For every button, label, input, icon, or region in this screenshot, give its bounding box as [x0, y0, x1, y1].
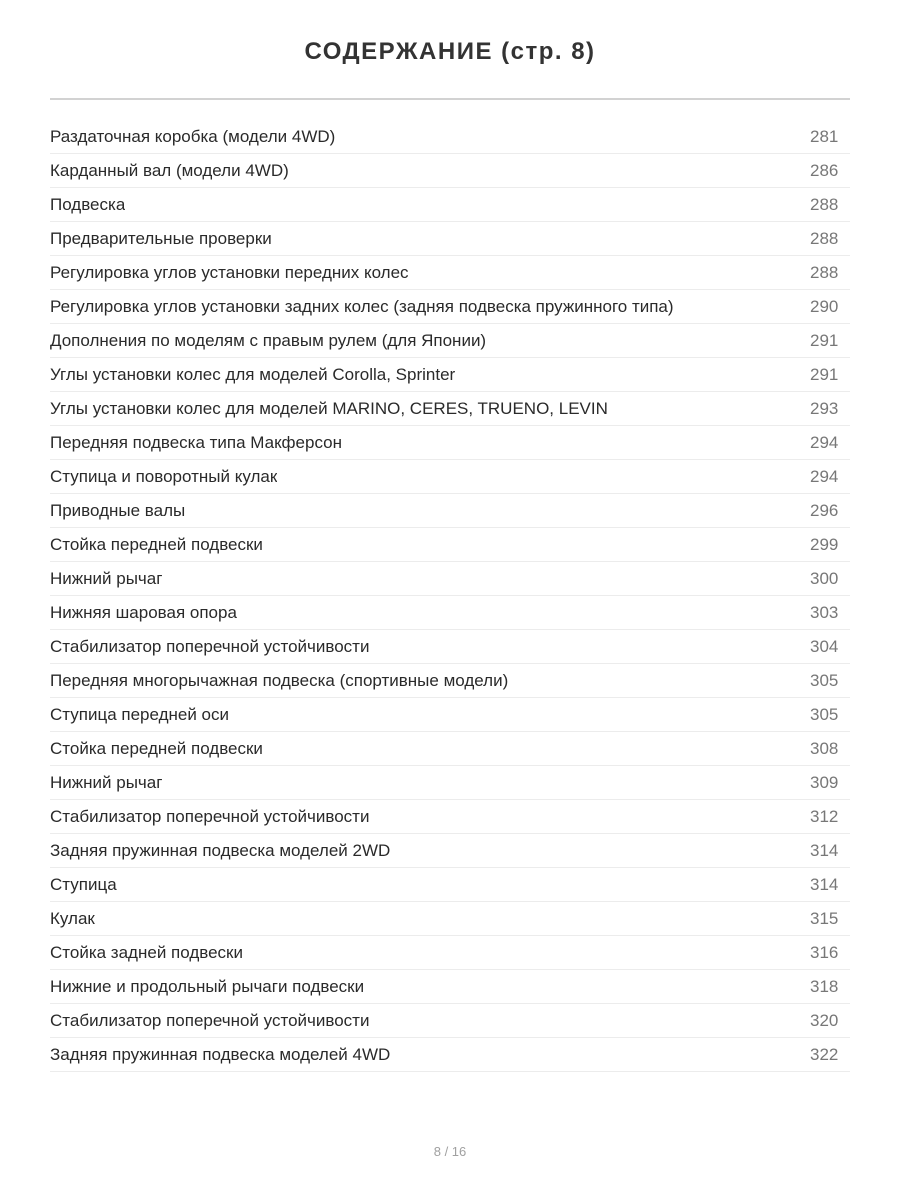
toc-entry-title: Углы установки колес для моделей MARINO, CERES, TRUENO, LEVIN: [50, 399, 608, 418]
toc-entry-page-number: 316: [810, 943, 839, 962]
toc-entry[interactable]: [50, 188, 850, 222]
toc-entry-title: Кулак: [50, 909, 95, 928]
toc-entry-title: Подвеска: [50, 195, 126, 214]
toc-entry-page-number: 290: [810, 297, 839, 316]
toc-entry-page-number: 293: [810, 399, 839, 418]
toc-entry-page-number: 299: [810, 535, 839, 554]
toc-entry-page-number: 322: [810, 1045, 839, 1064]
toc-entry-title: Стойка задней подвески: [50, 943, 243, 962]
toc-entry-title: Стабилизатор поперечной устойчивости: [50, 637, 370, 656]
toc-entry[interactable]: [50, 732, 850, 766]
toc-entry-page-number: 288: [810, 229, 839, 248]
toc-entry[interactable]: [50, 1038, 850, 1072]
page-number: 8 / 16: [433, 1144, 467, 1159]
toc-entry-page-number: 318: [810, 977, 839, 996]
toc-entry[interactable]: [50, 766, 850, 800]
toc-entry[interactable]: [50, 358, 850, 392]
toc-entry-title: Передняя подвеска типа Макферсон: [50, 433, 342, 452]
toc-entry[interactable]: [50, 902, 850, 936]
toc-entry-title: Стабилизатор поперечной устойчивости: [50, 1011, 370, 1030]
toc-entry-title: Карданный вал (модели 4WD): [50, 161, 289, 180]
toc-entry-title: Дополнения по моделям с правым рулем (для Японии): [50, 331, 487, 350]
toc-entry-title: Регулировка углов установки задних колес (задняя подвеска пружинного типа): [50, 297, 674, 316]
toc-entry[interactable]: [50, 936, 850, 970]
toc-entry-title: Предварительные проверки: [50, 229, 272, 248]
toc-entry-page-number: 296: [810, 501, 839, 520]
toc-entry[interactable]: [50, 630, 850, 664]
toc-entry[interactable]: [50, 392, 850, 426]
toc-entry-page-number: 315: [810, 909, 839, 928]
toc-entry-page-number: 320: [810, 1011, 839, 1030]
toc-entry-page-number: 300: [810, 569, 839, 588]
toc-entry[interactable]: [50, 324, 850, 358]
toc-entry-page-number: 291: [810, 365, 839, 384]
toc-entry[interactable]: [50, 664, 850, 698]
toc-entry-page-number: 304: [810, 637, 839, 656]
toc-entry-page-number: 309: [810, 773, 839, 792]
toc-entry-title: Стойка передней подвески: [50, 739, 263, 758]
toc-entry-title: Стабилизатор поперечной устойчивости: [50, 807, 370, 826]
toc-entry-page-number: 288: [810, 263, 839, 282]
toc-entry[interactable]: [50, 800, 850, 834]
toc-entry-title: Нижние и продольный рычаги подвески: [50, 977, 365, 996]
toc-entry-title: Нижний рычаг: [50, 569, 163, 588]
toc-entry-page-number: 281: [810, 127, 839, 146]
toc-entry-page-number: 305: [810, 705, 839, 724]
toc-entry-page-number: 303: [810, 603, 839, 622]
toc-entry-page-number: 314: [810, 875, 839, 894]
toc-entry-page-number: 305: [810, 671, 839, 690]
toc-entry[interactable]: [50, 698, 850, 732]
toc-entry[interactable]: [50, 222, 850, 256]
toc-entry[interactable]: [50, 494, 850, 528]
toc-entry-title: Нижний рычаг: [50, 773, 163, 792]
toc-entry-title: Задняя пружинная подвеска моделей 2WD: [50, 841, 391, 860]
toc-entry[interactable]: [50, 596, 850, 630]
toc-entry-page-number: 288: [810, 195, 839, 214]
toc-entry-title: Передняя многорычажная подвеска (спортивные модели): [50, 671, 509, 690]
toc-entry-title: Регулировка углов установки передних колес: [50, 263, 409, 282]
table-of-contents: [50, 120, 850, 1072]
toc-entry-page-number: 308: [810, 739, 839, 758]
toc-entry-page-number: 312: [810, 807, 839, 826]
page-title: СОДЕРЖАНИЕ (стр. 8): [304, 38, 596, 65]
toc-entry[interactable]: [50, 290, 850, 324]
toc-entry-title: Приводные валы: [50, 501, 186, 520]
toc-entry-title: Углы установки колес для моделей Corolla, Sprinter: [50, 365, 456, 384]
toc-entry[interactable]: [50, 460, 850, 494]
toc-entry[interactable]: [50, 256, 850, 290]
toc-entry[interactable]: [50, 528, 850, 562]
toc-entry[interactable]: [50, 834, 850, 868]
title-divider: [50, 98, 850, 100]
toc-entry-page-number: 291: [810, 331, 839, 350]
toc-entry[interactable]: [50, 426, 850, 460]
toc-entry-title: Нижняя шаровая опора: [50, 603, 237, 622]
toc-entry[interactable]: [50, 970, 850, 1004]
toc-entry-page-number: 294: [810, 433, 839, 452]
toc-entry-page-number: 294: [810, 467, 839, 486]
toc-entry[interactable]: [50, 120, 850, 154]
toc-entry-title: Раздаточная коробка (модели 4WD): [50, 127, 336, 146]
toc-entry-title: Задняя пружинная подвеска моделей 4WD: [50, 1045, 391, 1064]
toc-entry[interactable]: [50, 868, 850, 902]
toc-entry-page-number: 314: [810, 841, 839, 860]
toc-entry[interactable]: [50, 1004, 850, 1038]
toc-entry-title: Ступица передней оси: [50, 705, 229, 724]
toc-entry[interactable]: [50, 154, 850, 188]
toc-entry-title: Ступица: [50, 875, 117, 894]
toc-entry-title: Стойка передней подвески: [50, 535, 263, 554]
toc-entry-page-number: 286: [810, 161, 839, 180]
toc-entry[interactable]: [50, 562, 850, 596]
toc-entry-title: Ступица и поворотный кулак: [50, 467, 278, 486]
